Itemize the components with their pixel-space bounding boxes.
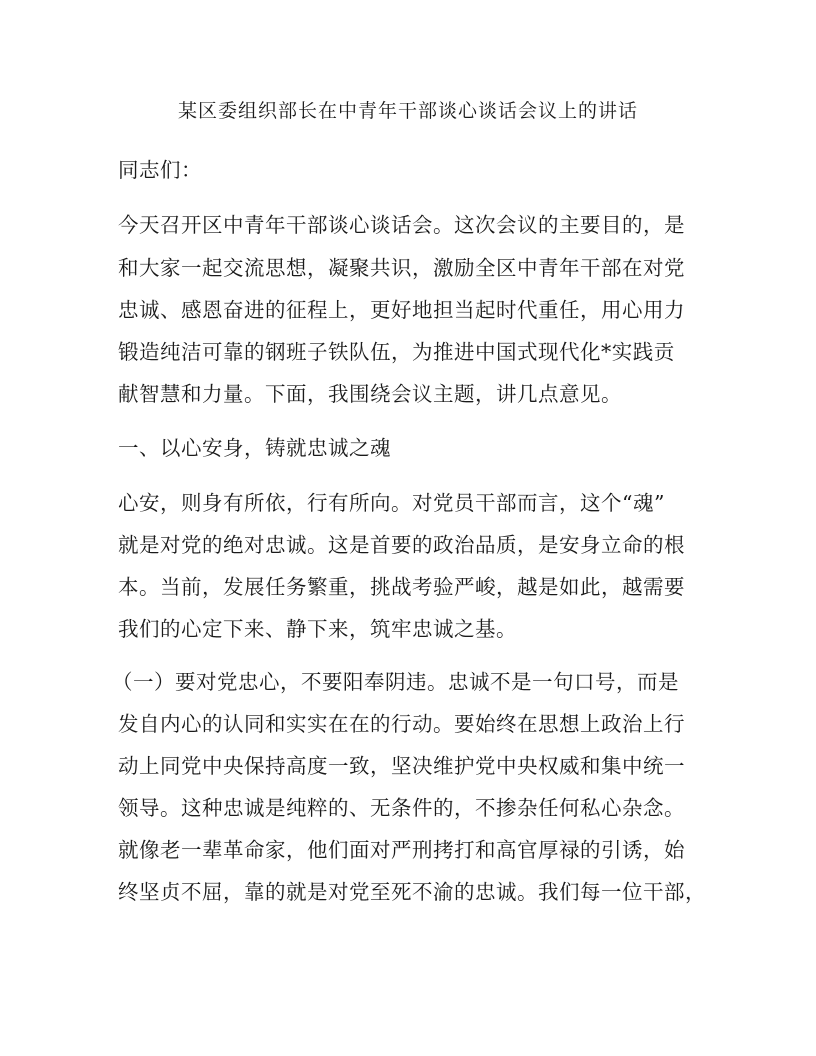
paragraph-line: 本。当前，发展任务繁重，挑战考验严峻，越是如此，越需要	[118, 575, 685, 599]
paragraph-line: 忠诚、感恩奋进的征程上，更好地担当起时代重任，用心用力	[118, 298, 685, 322]
paragraph-line: 心安，则身有所依，行有所向。对党员干部而言，这个“魂”	[118, 491, 665, 515]
paragraph-line: 领导。这种忠诚是纯粹的、无条件的，不掺杂任何私心杂念。	[118, 796, 685, 820]
salutation: 同志们：	[118, 158, 202, 182]
paragraph-line: 发自内心的认同和实实在在的行动。要始终在思想上政治上行	[118, 712, 685, 736]
document-title: 某区委组织部长在中青年干部谈心谈话会议上的讲话	[177, 100, 638, 122]
paragraph-line: 我们的心定下来、静下来，筑牢忠诚之基。	[118, 617, 517, 641]
paragraph-line: （一）要对党忠心，不要阳奉阴违。忠诚不是一句口号，而是	[112, 670, 679, 694]
paragraph-line: 和大家一起交流思想，凝聚共识，激励全区中青年干部在对党	[118, 256, 685, 280]
section-heading: 一、以心安身，铸就忠诚之魂	[118, 436, 391, 460]
paragraph-line: 献智慧和力量。下面，我围绕会议主题，讲几点意见。	[118, 382, 622, 406]
paragraph-line: 就是对党的绝对忠诚。这是首要的政治品质，是安身立命的根	[118, 533, 685, 557]
paragraph-line: 锻造纯洁可靠的钢班子铁队伍，为推进中国式现代化*实践贡	[118, 340, 675, 364]
paragraph-line: 动上同党中央保持高度一致，坚决维护党中央权威和集中统一	[118, 754, 685, 778]
paragraph-line: 终坚贞不屈，靠的就是对党至死不渝的忠诚。我们每一位干部，	[118, 880, 706, 904]
paragraph-line: 今天召开区中青年干部谈心谈话会。这次会议的主要目的，是	[118, 213, 685, 237]
paragraph-line: 就像老一辈革命家，他们面对严刑拷打和高官厚禄的引诱，始	[118, 838, 685, 862]
